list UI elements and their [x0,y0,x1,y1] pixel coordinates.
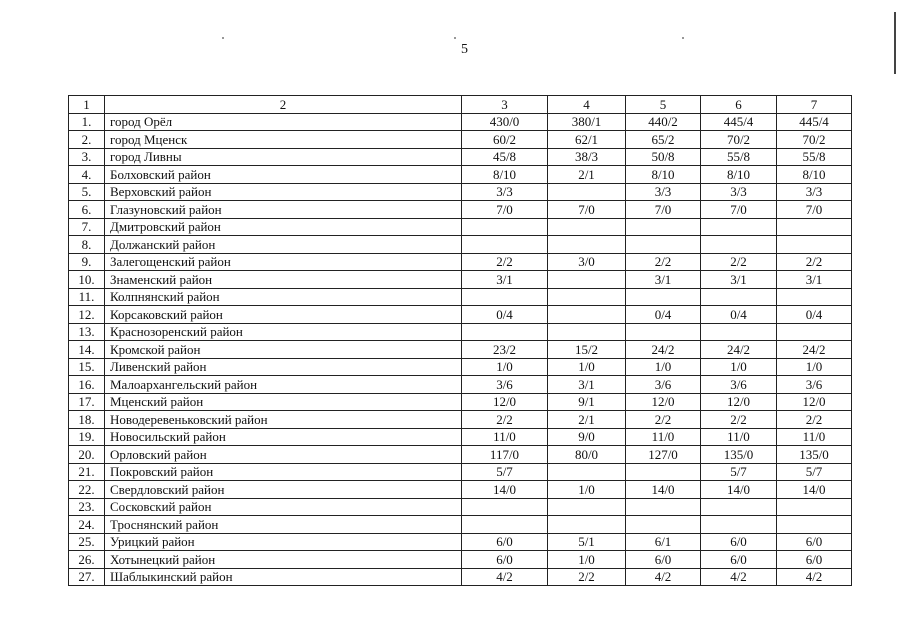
page-number: 5 [461,42,468,57]
value-cell: 7/0 [548,201,626,219]
table-row [69,516,852,534]
table-row [69,306,852,324]
value-cell [777,288,852,306]
value-cell: 50/8 [626,148,701,166]
scan-edge-line [894,12,896,74]
table-row [69,428,852,446]
value-cell: 3/0 [548,253,626,271]
value-cell: 2/2 [777,253,852,271]
row-number-cell: 23. [69,498,105,516]
table-row [69,148,852,166]
value-cell: 9/0 [548,428,626,446]
row-number-cell: 22. [69,481,105,499]
value-cell: 6/0 [462,551,548,569]
value-cell: 1/0 [548,358,626,376]
value-cell [462,323,548,341]
table-row [69,183,852,201]
table-row [69,411,852,429]
table-row [69,218,852,236]
column-header-7: 7 [777,96,852,114]
district-name-cell: Орловский район [105,446,462,464]
district-name-cell: Знаменский район [105,271,462,289]
table-row [69,253,852,271]
row-number-cell: 9. [69,253,105,271]
value-cell: 1/0 [701,358,777,376]
value-cell: 11/0 [701,428,777,446]
row-number-cell: 14. [69,341,105,359]
row-number-cell: 21. [69,463,105,481]
value-cell [548,183,626,201]
row-number-cell: 24. [69,516,105,534]
value-cell: 135/0 [777,446,852,464]
value-cell: 55/8 [701,148,777,166]
value-cell: 380/1 [548,113,626,131]
value-cell [548,463,626,481]
row-number-cell: 18. [69,411,105,429]
value-cell: 4/2 [626,568,701,586]
district-name-cell: Хотынецкий район [105,551,462,569]
value-cell [548,288,626,306]
district-name-cell: Верховский район [105,183,462,201]
value-cell: 0/4 [626,306,701,324]
value-cell: 6/0 [701,533,777,551]
value-cell: 6/1 [626,533,701,551]
value-cell: 2/1 [548,166,626,184]
table-row [69,533,852,551]
value-cell [548,271,626,289]
table-row [69,498,852,516]
value-cell [626,516,701,534]
row-number-cell: 2. [69,131,105,149]
scan-speck [222,37,224,39]
value-cell: 8/10 [701,166,777,184]
value-cell: 1/0 [626,358,701,376]
table-row [69,446,852,464]
value-cell [548,236,626,254]
value-cell: 445/4 [777,113,852,131]
value-cell [548,218,626,236]
column-header-5: 5 [626,96,701,114]
value-cell: 1/0 [777,358,852,376]
value-cell: 2/2 [462,253,548,271]
table-row [69,323,852,341]
value-cell: 7/0 [777,201,852,219]
value-cell: 2/2 [701,411,777,429]
value-cell: 135/0 [701,446,777,464]
value-cell: 24/2 [701,341,777,359]
value-cell: 62/1 [548,131,626,149]
value-cell: 6/0 [701,551,777,569]
district-name-cell: Колпнянский район [105,288,462,306]
value-cell [626,288,701,306]
value-cell: 3/6 [626,376,701,394]
value-cell: 12/0 [777,393,852,411]
value-cell [626,498,701,516]
value-cell: 14/0 [777,481,852,499]
district-name-cell: Мценский район [105,393,462,411]
district-name-cell: Кромской район [105,341,462,359]
value-cell: 5/7 [701,463,777,481]
row-number-cell: 8. [69,236,105,254]
value-cell: 3/3 [626,183,701,201]
district-name-cell: Урицкий район [105,533,462,551]
value-cell: 0/4 [777,306,852,324]
value-cell: 7/0 [626,201,701,219]
value-cell: 11/0 [777,428,852,446]
value-cell: 8/10 [626,166,701,184]
value-cell: 3/6 [462,376,548,394]
value-cell [626,323,701,341]
row-number-cell: 10. [69,271,105,289]
data-table [68,95,852,586]
value-cell: 6/0 [626,551,701,569]
column-header-1: 1 [69,96,105,114]
district-name-cell: город Орёл [105,113,462,131]
district-name-cell: Покровский район [105,463,462,481]
row-number-cell: 15. [69,358,105,376]
value-cell [548,498,626,516]
value-cell: 15/2 [548,341,626,359]
value-cell: 12/0 [626,393,701,411]
value-cell: 2/2 [462,411,548,429]
value-cell: 60/2 [462,131,548,149]
value-cell [701,323,777,341]
table-row [69,288,852,306]
row-number-cell: 12. [69,306,105,324]
value-cell [462,516,548,534]
value-cell: 3/6 [777,376,852,394]
value-cell: 6/0 [777,551,852,569]
table-row [69,201,852,219]
value-cell [462,236,548,254]
value-cell: 38/3 [548,148,626,166]
value-cell [777,236,852,254]
value-cell [701,288,777,306]
row-number-cell: 19. [69,428,105,446]
value-cell: 65/2 [626,131,701,149]
value-cell [701,516,777,534]
value-cell: 70/2 [777,131,852,149]
district-name-cell: Малоархангельский район [105,376,462,394]
value-cell: 5/7 [462,463,548,481]
table-row [69,551,852,569]
value-cell: 5/1 [548,533,626,551]
value-cell: 440/2 [626,113,701,131]
table-row [69,113,852,131]
value-cell [777,498,852,516]
value-cell: 6/0 [777,533,852,551]
district-name-cell: Залегощенский район [105,253,462,271]
row-number-cell: 1. [69,113,105,131]
value-cell: 7/0 [462,201,548,219]
table-header-row [69,96,852,114]
value-cell: 3/1 [462,271,548,289]
district-name-cell: Новосильский район [105,428,462,446]
table-row [69,463,852,481]
value-cell [777,218,852,236]
district-name-cell: Троснянский район [105,516,462,534]
row-number-cell: 11. [69,288,105,306]
value-cell: 2/2 [626,411,701,429]
value-cell: 3/6 [701,376,777,394]
column-header-3: 3 [462,96,548,114]
scan-speck [454,37,456,39]
value-cell [548,516,626,534]
value-cell: 3/1 [701,271,777,289]
value-cell: 11/0 [462,428,548,446]
row-number-cell: 7. [69,218,105,236]
column-header-6: 6 [701,96,777,114]
value-cell: 45/8 [462,148,548,166]
value-cell: 2/2 [701,253,777,271]
row-number-cell: 16. [69,376,105,394]
value-cell: 55/8 [777,148,852,166]
table-row [69,481,852,499]
value-cell: 0/4 [462,306,548,324]
district-name-cell: Сосковский район [105,498,462,516]
value-cell: 12/0 [701,393,777,411]
table-row [69,236,852,254]
value-cell: 3/1 [548,376,626,394]
scan-speck [682,37,684,39]
value-cell: 14/0 [701,481,777,499]
value-cell: 9/1 [548,393,626,411]
row-number-cell: 25. [69,533,105,551]
value-cell: 4/2 [462,568,548,586]
row-number-cell: 6. [69,201,105,219]
value-cell: 2/2 [777,411,852,429]
table-row [69,568,852,586]
value-cell: 1/0 [462,358,548,376]
value-cell [548,323,626,341]
value-cell: 2/2 [626,253,701,271]
value-cell: 8/10 [777,166,852,184]
value-cell: 24/2 [777,341,852,359]
value-cell [462,288,548,306]
value-cell: 7/0 [701,201,777,219]
value-cell: 14/0 [462,481,548,499]
table-row [69,166,852,184]
value-cell: 5/7 [777,463,852,481]
value-cell [701,218,777,236]
value-cell [548,306,626,324]
value-cell: 14/0 [626,481,701,499]
district-name-cell: город Мценск [105,131,462,149]
value-cell: 12/0 [462,393,548,411]
row-number-cell: 26. [69,551,105,569]
value-cell: 11/0 [626,428,701,446]
column-header-2: 2 [105,96,462,114]
value-cell: 1/0 [548,551,626,569]
value-cell [701,498,777,516]
column-header-4: 4 [548,96,626,114]
value-cell [626,236,701,254]
row-number-cell: 27. [69,568,105,586]
district-name-cell: Болховский район [105,166,462,184]
table-row [69,358,852,376]
value-cell: 3/3 [462,183,548,201]
row-number-cell: 5. [69,183,105,201]
district-name-cell: Дмитровский район [105,218,462,236]
table-row [69,271,852,289]
district-name-cell: Свердловский район [105,481,462,499]
value-cell: 127/0 [626,446,701,464]
value-cell: 117/0 [462,446,548,464]
value-cell: 70/2 [701,131,777,149]
value-cell: 445/4 [701,113,777,131]
district-name-cell: Должанский район [105,236,462,254]
value-cell: 4/2 [777,568,852,586]
table-row [69,393,852,411]
value-cell [777,323,852,341]
value-cell: 0/4 [701,306,777,324]
value-cell [462,498,548,516]
value-cell: 3/3 [777,183,852,201]
value-cell [626,218,701,236]
district-name-cell: Шаблыкинский район [105,568,462,586]
value-cell: 8/10 [462,166,548,184]
value-cell [462,218,548,236]
row-number-cell: 4. [69,166,105,184]
value-cell: 4/2 [701,568,777,586]
value-cell: 3/3 [701,183,777,201]
table-row [69,131,852,149]
value-cell: 2/2 [548,568,626,586]
district-name-cell: Корсаковский район [105,306,462,324]
table-row [69,341,852,359]
row-number-cell: 3. [69,148,105,166]
district-name-cell: город Ливны [105,148,462,166]
value-cell: 3/1 [777,271,852,289]
value-cell: 2/1 [548,411,626,429]
value-cell [701,236,777,254]
value-cell: 6/0 [462,533,548,551]
value-cell [777,516,852,534]
district-name-cell: Новодеревеньковский район [105,411,462,429]
district-name-cell: Краснозоренский район [105,323,462,341]
row-number-cell: 13. [69,323,105,341]
district-name-cell: Глазуновский район [105,201,462,219]
table-body [69,113,852,586]
value-cell: 430/0 [462,113,548,131]
table-row [69,376,852,394]
value-cell: 23/2 [462,341,548,359]
district-name-cell: Ливенский район [105,358,462,376]
value-cell: 1/0 [548,481,626,499]
value-cell [626,463,701,481]
row-number-cell: 20. [69,446,105,464]
value-cell: 80/0 [548,446,626,464]
value-cell: 3/1 [626,271,701,289]
value-cell: 24/2 [626,341,701,359]
row-number-cell: 17. [69,393,105,411]
